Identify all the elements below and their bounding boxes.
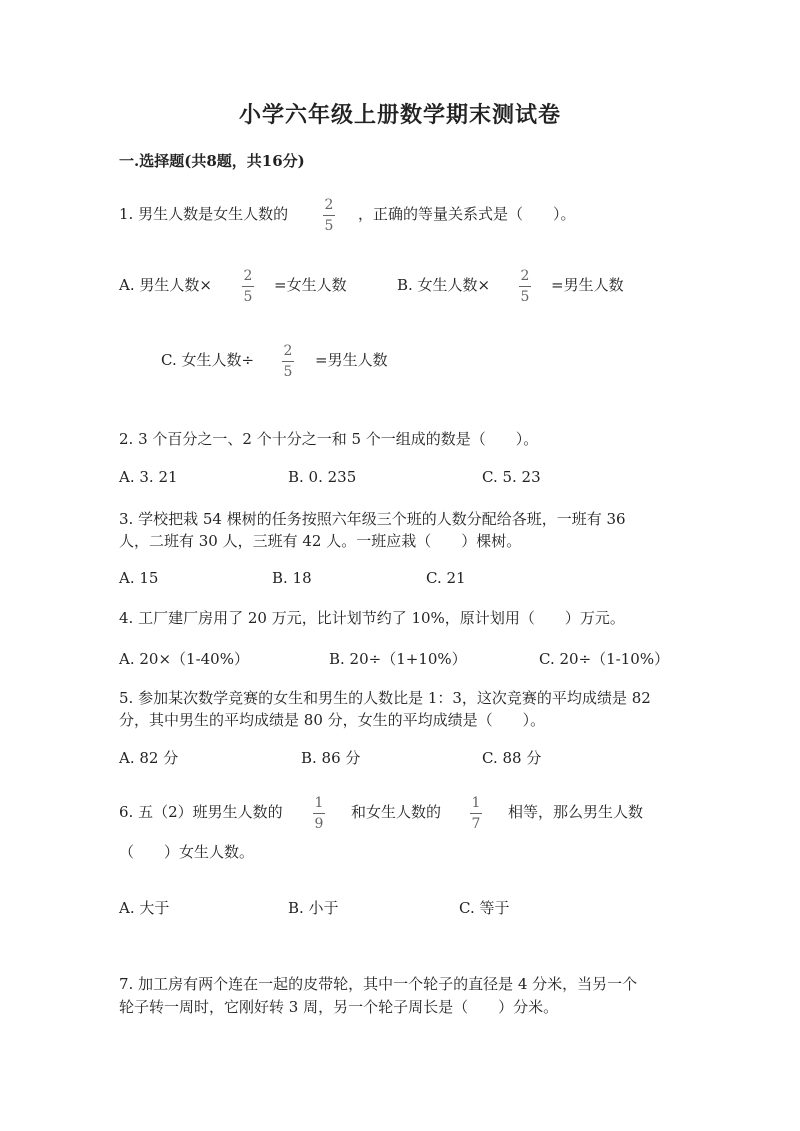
q6-option-a: A. 大于 (119, 899, 170, 917)
q2-option-a: A. 3. 21 (119, 468, 178, 486)
q6-stem-part-b: 和女生人数的 (351, 803, 442, 821)
q5-stem-line-1: 5. 参加某次数学竞赛的女生和男生的人数比是 1：3，这次竞赛的平均成绩是 82 (119, 689, 651, 707)
q5-option-a: A. 82 分 (119, 749, 179, 767)
fraction-denominator: 5 (324, 218, 334, 234)
q6-stem-part-a: 6. 五（2）班男生人数的 (119, 803, 283, 821)
fraction-numerator: 2 (283, 343, 293, 359)
q2-stem: 2. 3 个百分之一、2 个十分之一和 5 个一组成的数是（ ）。 (119, 430, 539, 448)
fraction-denominator: 5 (283, 364, 293, 380)
q4-option-a: A. 20×（1-40%） (119, 650, 249, 668)
q1-option-b-part-a: B. 女生人数× (397, 276, 491, 294)
fraction-numerator: 2 (324, 197, 334, 213)
q5-option-c: C. 88 分 (482, 749, 542, 767)
q1-fraction (321, 198, 337, 233)
q3-option-c: C. 21 (426, 569, 466, 587)
fraction-denominator: 5 (520, 289, 530, 305)
fraction-bar (323, 215, 335, 216)
q1-option-c-part-b: =男生人数 (315, 351, 388, 369)
fraction-denominator: 7 (471, 816, 481, 832)
fraction-numerator: 1 (471, 795, 481, 811)
q6-stem-part-c: 相等，那么男生人数 (508, 803, 644, 821)
q6-fraction-2 (468, 796, 484, 831)
q5-option-b: B. 86 分 (301, 749, 361, 767)
fraction-denominator: 9 (314, 816, 324, 832)
q6-fraction-1 (311, 796, 327, 831)
fraction-bar (282, 361, 294, 362)
fraction-bar (519, 286, 531, 287)
q6-option-c: C. 等于 (459, 899, 510, 917)
q1-stem-part-a: 1. 男生人数是女生人数的 (119, 205, 289, 223)
q1-stem-part-b: ，正确的等量关系式是（ ）。 (358, 205, 576, 223)
q1-option-a-fraction (240, 269, 256, 304)
q1-option-a-part-a: A. 男生人数× (119, 276, 212, 294)
q1-option-b-fraction (517, 269, 533, 304)
q1-option-c-part-a: C. 女生人数÷ (161, 351, 255, 369)
section-heading: 一.选择题(共8题，共16分) (119, 152, 305, 170)
q2-option-b: B. 0. 235 (288, 468, 357, 486)
q4-option-b: B. 20÷（1+10%） (329, 650, 467, 668)
q1-option-b-part-b: =男生人数 (551, 276, 624, 294)
q7-stem-line-1: 7. 加工房有两个连在一起的皮带轮，其中一个轮子的直径是 4 分米，当另一个 (119, 975, 638, 993)
q3-option-a: A. 15 (119, 569, 159, 587)
q3-option-b: B. 18 (272, 569, 312, 587)
q6-stem-line-2: （ ）女生人数。 (119, 843, 255, 861)
q1-option-a-part-b: =女生人数 (274, 276, 347, 294)
q3-stem-line-1: 3. 学校把栽 54 棵树的任务按照六年级三个班的人数分配给各班，一班有 36 (119, 510, 626, 528)
q7-stem-line-2: 轮子转一周时，它刚好转 3 周，另一个轮子周长是（ ）分米。 (119, 998, 559, 1016)
q6-option-b: B. 小于 (288, 899, 339, 917)
fraction-numerator: 2 (520, 268, 530, 284)
page-title: 小学六年级上册数学期末测试卷 (238, 102, 561, 128)
fraction-bar (470, 813, 482, 814)
q1-option-c-fraction (280, 344, 296, 379)
q5-stem-line-2: 分，其中男生的平均成绩是 80 分，女生的平均成绩是（ ）。 (119, 711, 546, 729)
fraction-numerator: 2 (243, 268, 253, 284)
fraction-denominator: 5 (243, 289, 253, 305)
q4-option-c: C. 20÷（1-10%） (539, 650, 670, 668)
q4-stem: 4. 工厂建厂房用了 20 万元，比计划节约了 10%，原计划用（ ）万元。 (119, 609, 625, 627)
q3-stem-line-2: 人，二班有 30 人，三班有 42 人。一班应栽（ ）棵树。 (119, 532, 522, 550)
fraction-bar (242, 286, 254, 287)
fraction-bar (313, 813, 325, 814)
fraction-numerator: 1 (314, 795, 324, 811)
q2-option-c: C. 5. 23 (482, 468, 541, 486)
